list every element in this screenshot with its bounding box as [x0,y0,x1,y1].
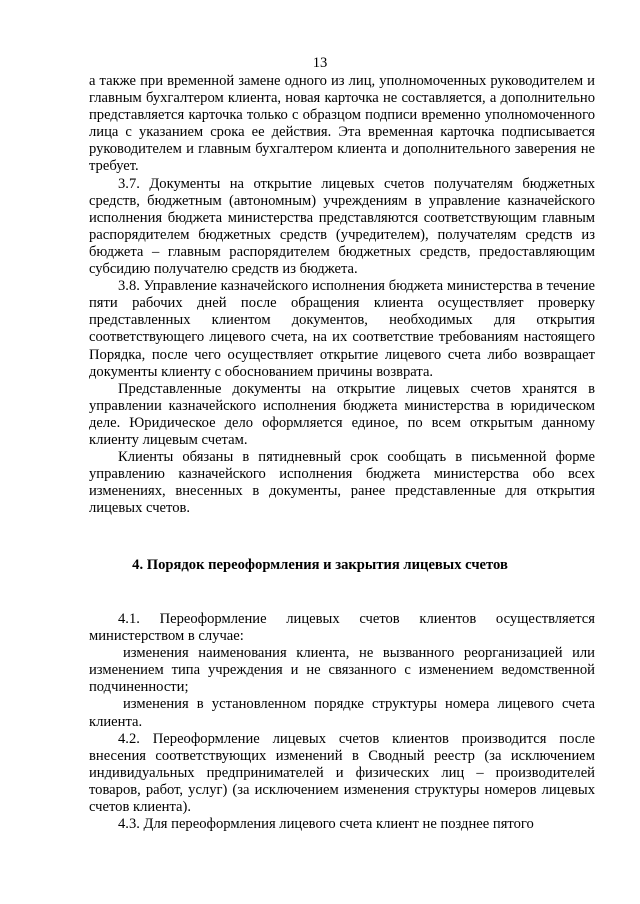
list-item-name-change: изменения наименования клиента, не вызванного реорганизацией или изменением типа учреждения и не связанного с изменением ведомственной подчиненности; [89,645,595,696]
paragraph-4-3: 4.3. Для переоформления лицевого счета клиент не позднее пятого [118,816,534,833]
paragraph-3-7: 3.7. Документы на открытие лицевых счетов получателям бюджетных средств, бюджетным (автономным) учреждениям в управление казначейского исполнения бюджета министерства представляются соответствующим главным распорядителем бюджетных средств (учредителем), получателям средств из бюджета – главным распорядителем бюджетных средств, предоставляющим субсидию получателю средств из бюджета. [89,175,595,278]
page-number: 13 [312,55,328,71]
section-4-body [89,611,595,833]
list-item-structure-change: изменения в установленном порядке структуры номера лицевого счета клиента. [89,696,595,730]
paragraph-3-8: 3.8. Управление казначейского исполнения бюджета министерства в течение пяти рабочих дней после обращения клиента осуществляет проверку представленных клиентом документов, необходимых для открытия соответствующего лицевого счета, на их соответствие требованиям настоящего Порядка, после чего осуществляет открытие лицевого счета либо возвращает документы клиенту с обоснованием причины возврата. [89,278,595,380]
paragraph-documents-storage: Представленные документы на открытие лицевых счетов хранятся в управлении казначейского исполнения бюджета министерства в юридическом деле. Юридическое дело оформляется единое, по всем открытым данному клиенту лицевым счетам. [89,380,595,448]
paragraph-4-2: 4.2. Переоформление лицевых счетов клиентов производится после внесения соответствующих изменений в Сводный реестр (за исключением индивидуальных предпринимателей и физических лиц – производителей товаров, работ, услуг) (за исключением изменения структуры номеров лицевых счетов клиента). [89,730,595,816]
paragraph-continuation: а также при временной замене одного из лиц, уполномоченных руководителем и главным бухгалтером клиента, новая карточка не составляется, а дополнительно представляется карточка только с образцом подписи временно уполномоченного лица с указанием срока ее действия. Эта временная карточка подписывается руководителем и главным бухгалтером клиента и дополнительного заверения не требует. [89,73,595,175]
paragraph-clients-obligation: Клиенты обязаны в пятидневный срок сообщать в письменной форме управлению казначейского исполнения бюджета министерства обо всех изменениях, внесенных в документы, ранее представленные для открытия лицевых счетов. [89,449,595,517]
section-heading: 4. Порядок переоформления и закрытия лицевых счетов [132,557,508,573]
section-3-continuation [89,73,595,517]
paragraph-4-1: 4.1. Переоформление лицевых счетов клиентов осуществляется министерством в случае: [89,611,595,645]
